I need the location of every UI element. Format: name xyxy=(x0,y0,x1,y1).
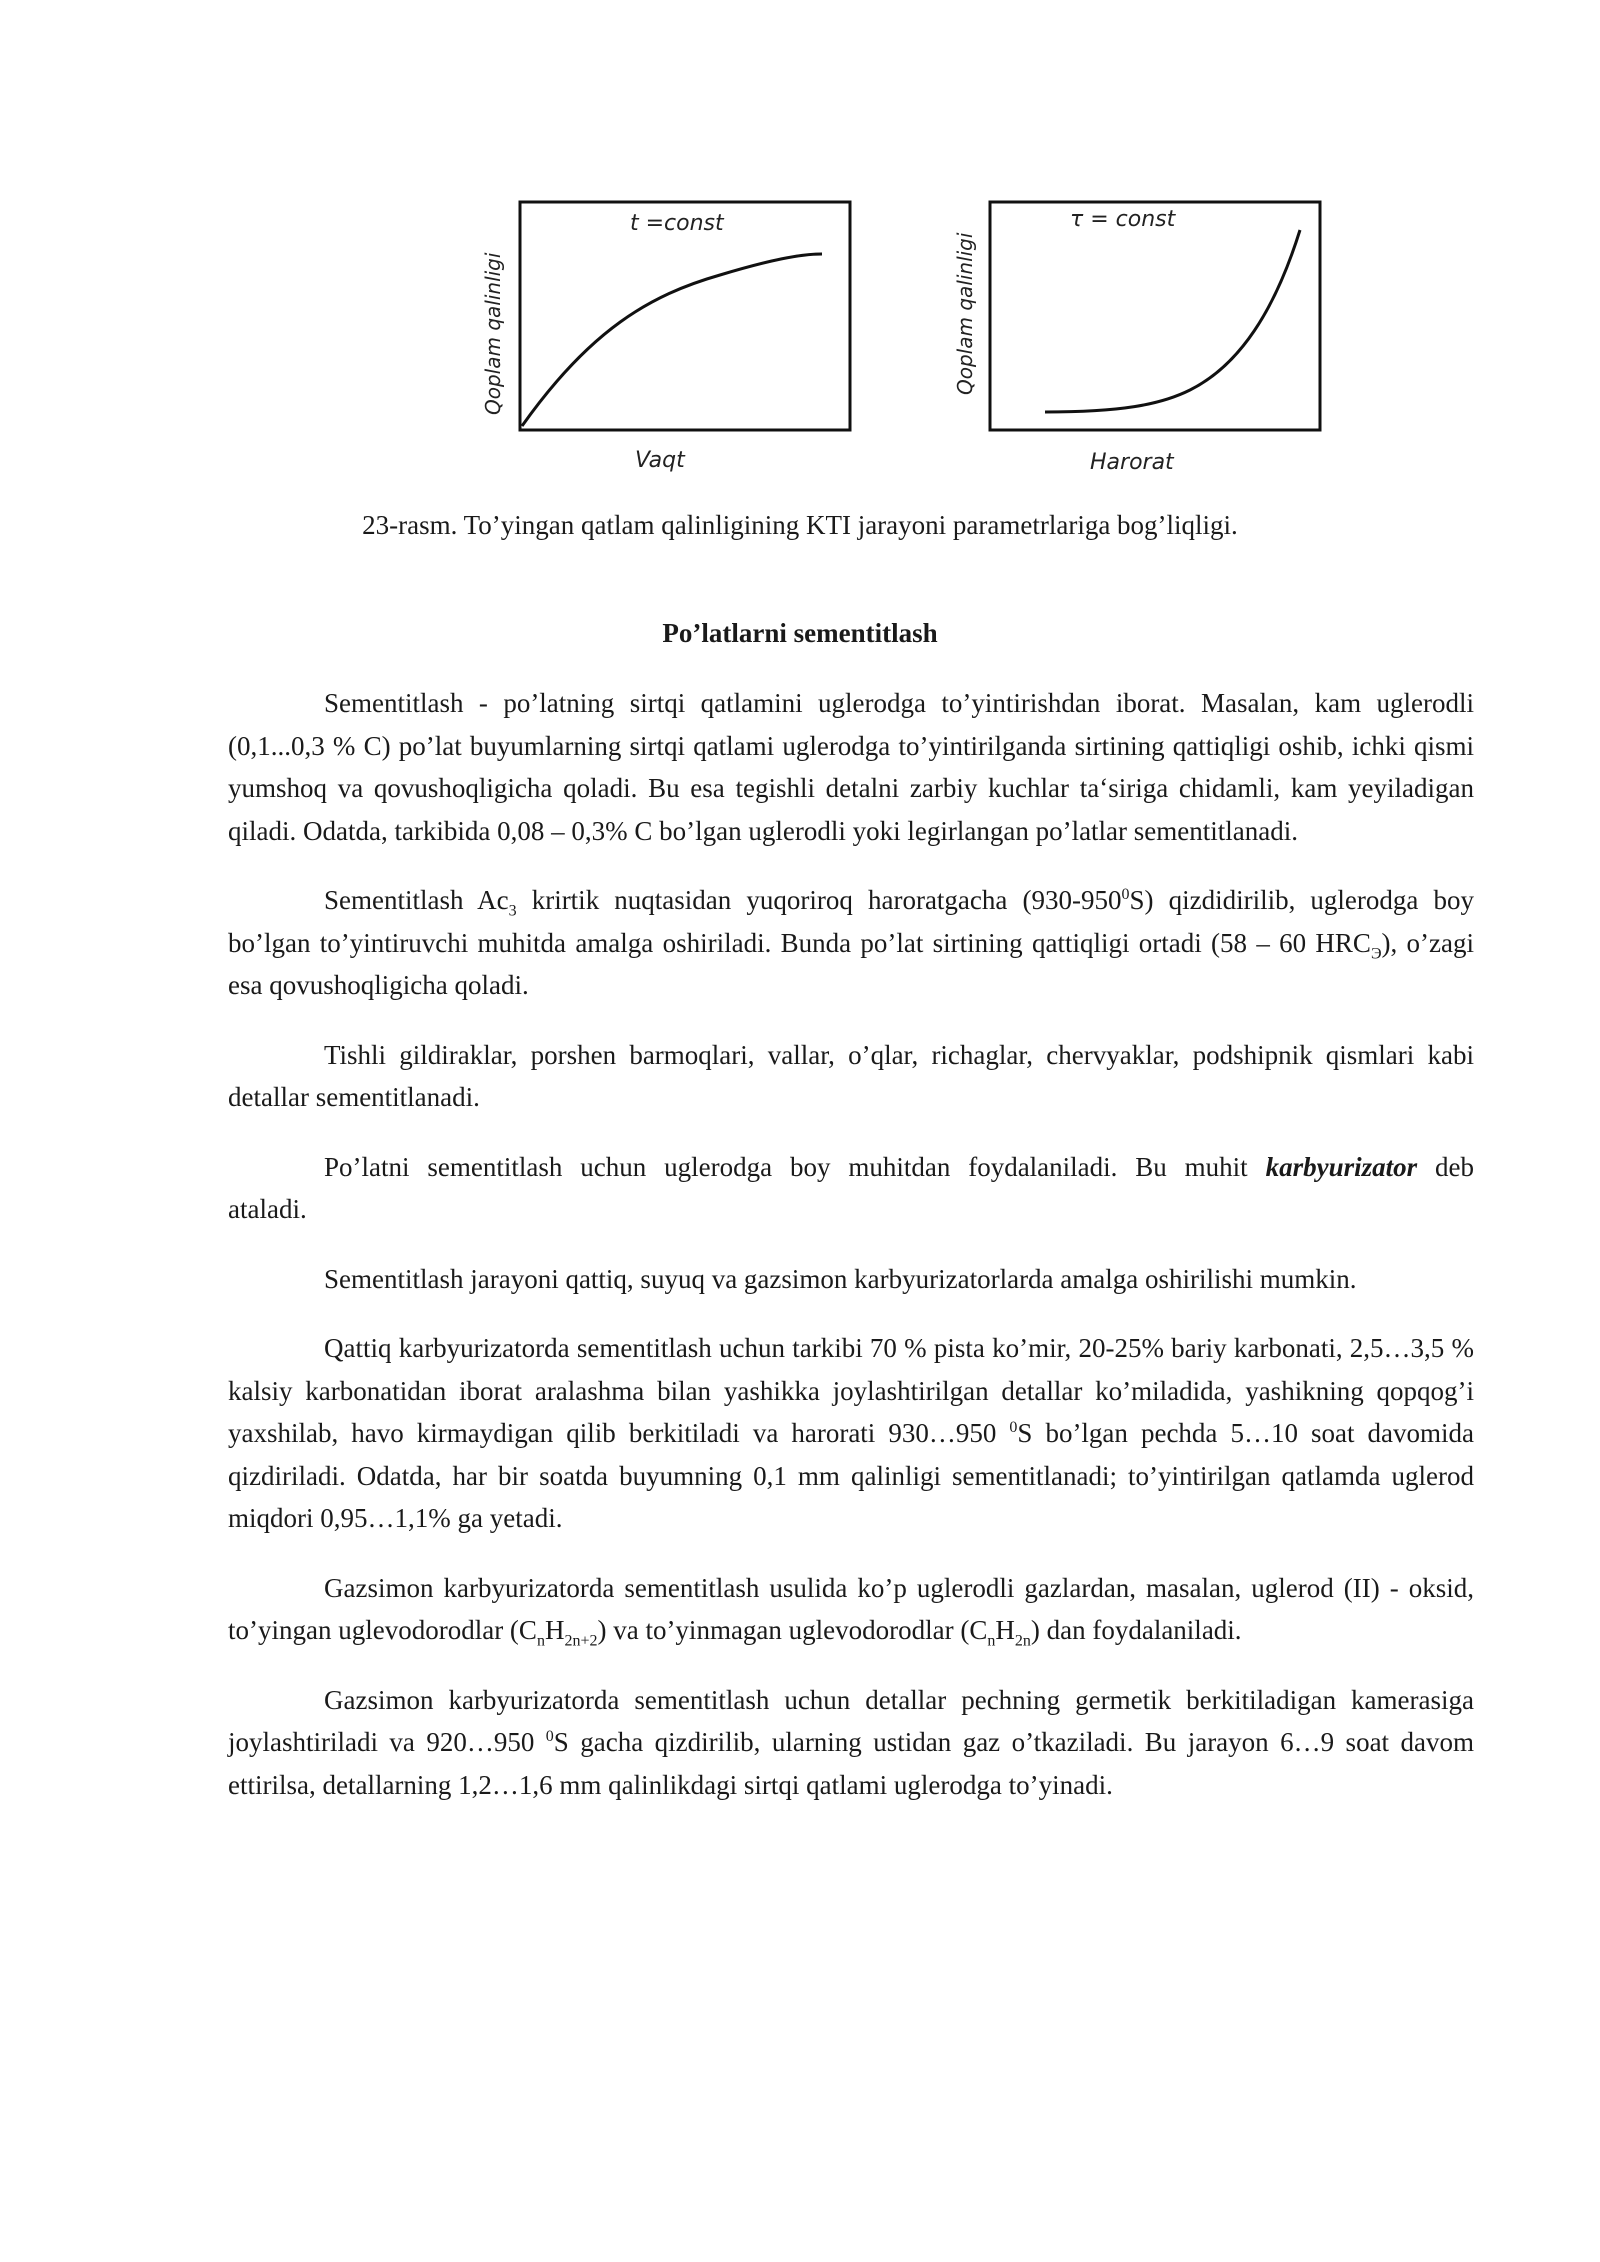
paragraph: Sementitlash $Ac_3$ krirtik nuqtasidan yuqoriroq haroratgacha $(930-950^0S)$ qizdidirilib, uglerodga boy bo’lgan to’yintiruvchi muhitda amalga oshiriladi. Bunda po’lat sirtining qattiqligi ortadi (58 – 60 $HRC_Э$), o’zagi esa qovushoqligicha qoladi. xyxy=(228,885,1474,1000)
plot-frame xyxy=(520,202,850,430)
paragraph: Tishli gildiraklar, porshen barmoqlari, vallar, o’qlar, richaglar, chervyaklar, podshipnik qismlari kabi detallar sementitlanadi. xyxy=(228,1039,1474,1112)
growth-curve xyxy=(522,254,822,426)
plot-frame xyxy=(990,202,1320,430)
body-text xyxy=(228,682,1474,1833)
paragraph: Qattiq karbyurizatorda sementitlash uchun tarkibi 70 % pista ko’mir, 20-25% bariy karbonati, 2,5…3,5 % kalsiy karbonatidan iborat aralashma bilan yashikka joylashtirilgan detallar ko’miladida, yashikning qopqog’i yaxshilab, havo kirmaydigan qilib berkitiladi va harorati 930…950 $^0$S bo’lgan pechda 5…10 soat davomida qizdiriladi. Odatda, har bir soatda buyumning 0,1 mm qalinligi sementitlanadi; to’yintirilgan qatlamda uglerod miqdori 0,95…1,1% ga yetadi. xyxy=(228,1333,1474,1533)
paragraph: Po’latni sementitlash uchun uglerodga boy muhitdan foydalaniladi. Bu muhit karbyurizator deb ataladi. xyxy=(228,1151,1474,1224)
x-axis-label: Vaqt xyxy=(635,448,685,473)
x-axis-label: Harorat xyxy=(1090,450,1174,475)
y-axis-label: Qoplam qalinligi xyxy=(481,252,505,415)
figure-caption: 23-rasm. To’yingan qatlam qalinligining KTI jarayoni parametrlariga bog’liqligi. xyxy=(362,510,1238,540)
constant-temperature-label: t =const xyxy=(630,211,724,236)
thickness-vs-time-chart xyxy=(470,190,860,480)
paragraph: Sementitlash - po’latning sirtqi qatlamini uglerodga to’yintirishdan iborat. Masalan, kam uglerodli (0,1...0,3 % C) po’lat buyumlarning sirtqi qatlami uglerodga to’yintirilganda sirtining qattiqligi oshib, ichki qismi yumshoq va qovushoqligicha qoladi. Bu esa tegishli detalni zarbiy kuchlar ta‘siriga chidamli, kam yeyiladigan qiladi. Odatda, tarkibida 0,08 – 0,3% C bo’lgan uglerodli yoki legirlangan po’latlar sementitlanadi. xyxy=(228,688,1474,846)
growth-curve xyxy=(1045,230,1300,412)
y-axis-label: Qoplam qalinligi xyxy=(953,232,977,395)
paragraph: Sementitlash jarayoni qattiq, suyuq va gazsimon karbyurizatorlarda amalga oshirilishi mumkin. xyxy=(324,1263,1357,1294)
section-heading: Po’latlarni sementitlash xyxy=(662,618,938,648)
paragraph: Gazsimon karbyurizatorda sementitlash uchun detallar pechning germetik berkitiladigan kamerasiga joylashtiriladi va 920…950 $^0$S gacha qizdirilib, ularning ustidan gaz o’tkaziladi. Bu jarayon 6…9 soat davom ettirilsa, detallarning 1,2…1,6 mm qalinlikdagi sirtqi qatlami uglerodga to’yinadi. xyxy=(228,1684,1474,1800)
figure-23 xyxy=(0,0,1600,500)
thickness-vs-temperature-chart xyxy=(940,190,1330,480)
paragraph: Gazsimon karbyurizatorda sementitlash usulida ko’p uglerodli gazlardan, masalan, uglerod (II) - oksid, to’yingan uglevodorodlar $(C_nH_{2n+2})$ va to’yinmagan uglevodorodlar $(C_nH_{2n})$ dan foydalaniladi. xyxy=(228,1572,1474,1650)
constant-time-label: τ = const xyxy=(1070,207,1176,232)
term-karbyurizator: karbyurizator xyxy=(1265,1151,1418,1182)
